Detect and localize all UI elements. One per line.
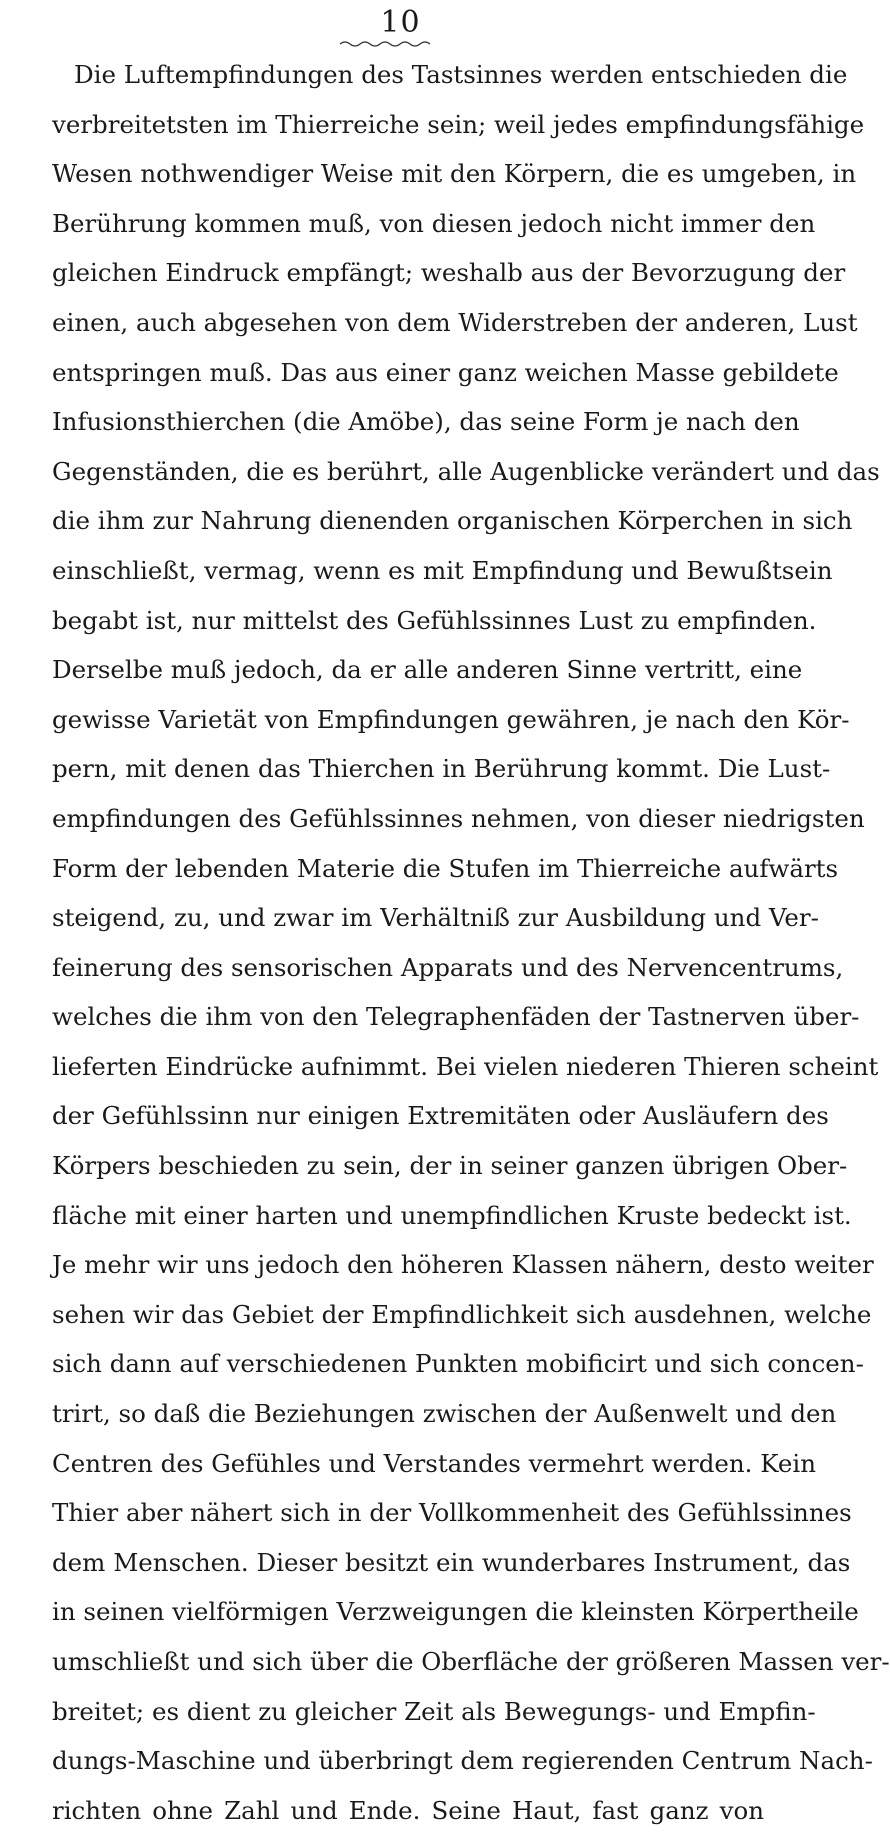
text-line: Berührung kommen muß, von diesen jedoch nicht immer den [52,208,816,238]
text-line: gewisse Varietät von Empfindungen gewähren, je nach den Kör- [52,704,850,734]
text-line: einen, auch abgesehen von dem Widerstreben der anderen, Lust [52,307,858,337]
text-line: der Gefühlssinn nur einigen Extremitäten oder Ausläufern des [52,1101,829,1131]
text-line: entspringen muß. Das aus einer ganz weichen Masse gebildete [52,357,839,387]
text-line: umschließt und sich über die Oberfläche der größeren Massen ver- [52,1647,890,1676]
text-line: sehen wir das Gebiet der Empfindlichkeit sich ausdehnen, welche [52,1299,872,1329]
text-line: Körpers beschieden zu sein, der in seiner ganzen übrigen Ober- [52,1151,848,1181]
text-line: dungs-Maschine und überbringt dem regierenden Centrum Nach- [52,1746,873,1776]
text-line: pern, mit denen das Thierchen in Berührung kommt. Die Lust- [52,754,831,784]
text-line: Die Luftempfindungen des Tastsinnes werden entschieden die [74,60,848,89]
text-line: Gegenständen, die es berührt, alle Augenblicke verändert und das [52,456,880,486]
text-line: einschließt, vermag, wenn es mit Empfindung und Bewußtsein [52,555,833,585]
text-line: Thier aber nähert sich in der Vollkommenheit des Gefühlssinnes [52,1498,852,1528]
text-line: Infusionsthierchen (die Amöbe), das seine Form je nach den [52,407,800,437]
text-line: Form der lebenden Materie die Stufen im Thierreiche aufwärts [52,853,839,883]
text-line: trirt, so daß die Beziehungen zwischen der Außenwelt und den [52,1399,837,1429]
text-line: steigend, zu, und zwar im Verhältniß zur Ausbildung und Ver- [52,903,819,933]
text-line: Derselbe muß jedoch, da er alle anderen Sinne vertritt, eine [52,655,803,685]
body-text [52,50,890,1835]
text-line: dem Menschen. Dieser besitzt ein wunderbares Instrument, das [52,1547,851,1577]
text-line: Je mehr wir uns jedoch den höheren Klassen nähern, desto weiter [52,1250,874,1280]
text-line: sich dann auf verschiedenen Punkten mobificirt und sich concen- [52,1349,864,1379]
text-line: lieferten Eindrücke aufnimmt. Bei vielen niederen Thieren scheint [52,1051,879,1081]
text-line: begabt ist, nur mittelst des Gefühlssinnes Lust zu empfinden. [52,605,817,635]
text-line: richten ohne Zahl und Ende. Seine Haut, fast ganz von [52,1795,764,1825]
page-number: 10 [380,5,421,40]
text-line: breitet; es dient zu gleicher Zeit als Bewegungs- und Empfin- [52,1696,816,1726]
text-line: in seinen vielförmigen Verzweigungen die kleinsten Körpertheile [52,1597,859,1627]
text-line: empfindungen des Gefühlssinnes nehmen, von dieser niedrigsten [52,803,865,833]
text-line: verbreitetsten im Thierreiche sein; weil jedes empfindungsfähige [52,109,865,139]
text-line: Wesen nothwendiger Weise mit den Körpern, die es umgeben, in [52,159,857,189]
text-line: Centren des Gefühles und Verstandes vermehrt werden. Kein [52,1448,816,1478]
text-line: die ihm zur Nahrung dienenden organischen Körperchen in sich [52,506,853,536]
text-line: gleichen Eindruck empfängt; weshalb aus der Bevorzugung der [52,258,846,288]
text-line: feinerung des sensorischen Apparats und des Nervencentrums, [52,952,844,982]
text-line: welches die ihm von den Telegraphenfäden der Tastnerven über- [52,1002,860,1032]
text-line: fläche mit einer harten und unempfindlichen Kruste bedeckt ist. [52,1200,852,1230]
wavy-ornament-icon [340,40,430,48]
